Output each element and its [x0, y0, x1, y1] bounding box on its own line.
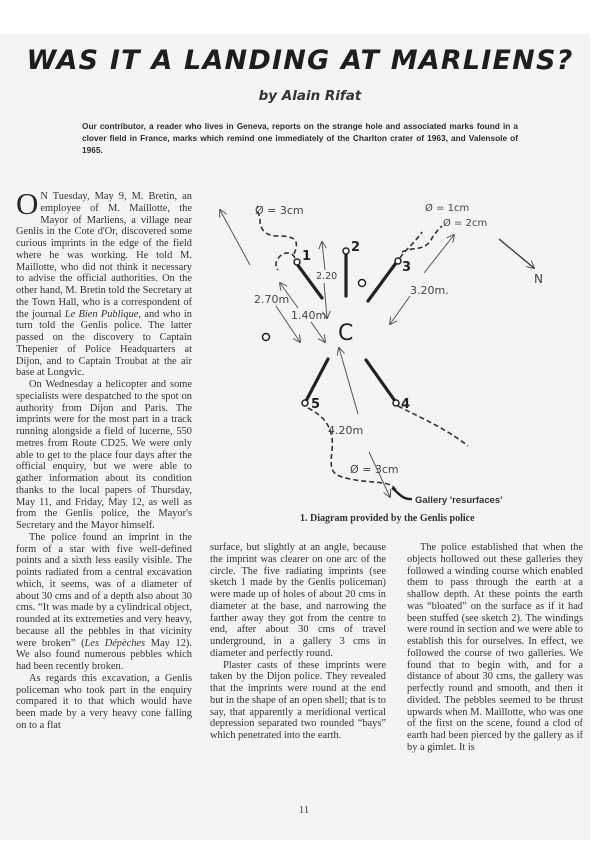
- arrow-2-20-up: [322, 242, 325, 270]
- figure-caption: 1. Diagram provided by the Genlis police: [300, 513, 475, 524]
- page-number: 11: [298, 804, 310, 816]
- drop-cap: O: [16, 186, 39, 221]
- diameter-label-5: Ø = 3cm: [350, 463, 399, 476]
- diameter-label-3b: Ø = 2cm: [443, 218, 488, 229]
- article-title: WAS IT A LANDING AT MARLIENS?: [26, 45, 574, 76]
- arrow-3-20-up: [424, 235, 454, 273]
- imprint-5-label: 5: [311, 397, 321, 412]
- gallery-3: [400, 226, 442, 258]
- gallery-resurface-mark: [392, 488, 412, 499]
- gallery-resurfaces-note: Gallery 'resurfaces': [415, 495, 503, 506]
- imprint-3-line: [368, 263, 396, 301]
- imprint-2-hole: [343, 248, 349, 254]
- measure-3-20: 3.20m.: [410, 284, 449, 297]
- body-column-2: [210, 542, 386, 742]
- measure-2-70: 2.70m: [254, 293, 290, 306]
- article-byline: by Alain Rifat: [258, 88, 362, 104]
- imprint-4-hole: [393, 400, 399, 406]
- gallery-5: [308, 408, 396, 490]
- police-sketch-diagram: [200, 170, 600, 520]
- small-hole: [359, 280, 366, 287]
- paragraph: The police established that when the objects hollowed out these galleries they followed a winding course which enabled them to pass through the earth at a shallow depth. At these points the earth was “bloated” on the surface as if it had been stuffed (see sketch 2). The windings were round in section and we were able to establish this for ourselves. In effect, we followed the course of two galleries. We found that to begin with, and for a distance of about 30 cms, the gallery was perfectly round and smooth, and then it divided. The pebbles seemed to be thrust upwards when M. Maillotte, who was one of the first on the scene, found a clod of earth had been pierced by the gallery as if by a gimlet. It is: [407, 542, 583, 753]
- imprint-4-label: 4: [401, 397, 411, 412]
- gallery-4: [398, 406, 468, 446]
- imprint-5-hole: [302, 400, 308, 406]
- paragraph: Plaster casts of these imprints were taken by the Dijon police. They revealed that the imprints were round at the end but in the shape of an open shell; that is to say, that apparently a meridional vertical depression separated two rounded “bays” which penetrated into the earth.: [210, 659, 386, 741]
- arrow-2-70-up: [220, 210, 250, 265]
- measure-2-20: 2.20: [316, 271, 338, 282]
- paragraph: O N Tuesday, May 9, M. Bretin, an employee of M. Maillotte, the Mayor of Marliens, a village near Genlis in the Cote d'Or, discovered some curious imprints in the edge of the field where he was working. He told M. Maillotte, who did not think it necessary to advise the official authorities. On the other hand, M. Bretin told the Secretary at the Town Hall, who is a correspondent of the journal Le Bien Publique, and who in turn told the Genlis police. The latter passed on the discovery to Captain Thepenier of Police Headquarters at Dijon, and to Captain Troubat at the air base at Longvic.: [16, 186, 192, 379]
- imprint-1-label: 1: [302, 249, 312, 264]
- small-hole: [263, 334, 270, 341]
- paragraph: The police found an imprint in the form of a star with five well-defined points and a sixth less easily visible. The points radiated from a central excavation which, it seems, was of a diameter of about 30 cms and of a depth also about 30 cms. “It was made by a cylindrical object, rounded at its extremeties and very heavy, because all the pebbles in that vicinity were broken” (Les Dépèches May 12). We also found numerous pebbles which had been recently broken.: [16, 531, 192, 672]
- diameter-label-3a: Ø = 1cm: [425, 203, 470, 214]
- imprint-4-line: [366, 360, 395, 401]
- measure-4-20: 4.20m: [328, 424, 364, 437]
- north-arrow: [499, 239, 534, 268]
- paragraph: On Wednesday a helicopter and some specialists were despatched to the spot on authority from Dijon and Paris. The imprints were for the most part in a track running alongside a field of lucerne, 550 metres from Route CD25. We were only able to get to the place four days after the official enquiry, but we were able to gather information about its condition thanks to the local papers of Thursday, May 11, and Friday, May 12, as well as from the Genlis police, the Mayor's Secretary and the Mayor himself.: [16, 379, 192, 531]
- measure-1-40: 1.40m: [291, 309, 327, 322]
- arrow-1-40-down: [311, 322, 325, 342]
- centre-label: C: [338, 321, 354, 346]
- imprint-3-label: 3: [402, 260, 412, 275]
- imprint-2-label: 2: [351, 240, 361, 255]
- paragraph: As regards this excavation, a Genlis policeman who took part in the enquiry compared it to that which would have been made by a very heavy cone falling on to a flat: [16, 672, 192, 731]
- paragraph: surface, but slightly at an angle, because the imprint was clearer on one arc of the circle. The five radiating imprints (see sketch 1 made by the Genlis policeman) were made up of holes of about 20 cms in diameter at the base, and narrowing the farther away they got from the centre to end, after about 30 cms of travel underground, in a gallery 3 cms in diameter and perfectly round.: [210, 542, 386, 659]
- arrow-4-20-up: [339, 348, 358, 414]
- imprint-1-hole: [294, 259, 300, 265]
- diameter-label-1: Ø = 3cm: [255, 204, 304, 217]
- article-standfirst: Our contributor, a reader who lives in Geneva, reports on the strange hole and associated marks found in a clover field in France, marks which remind one immediately of the Charlton crater of 1963, and Valensole of 1965.: [82, 121, 518, 155]
- body-column-3: [407, 542, 583, 754]
- body-column-1: [16, 186, 192, 732]
- arrow-3-20-down: [390, 296, 410, 324]
- imprint-3-hole: [395, 258, 401, 264]
- north-label: N: [534, 272, 543, 286]
- imprint-5-line: [306, 359, 328, 401]
